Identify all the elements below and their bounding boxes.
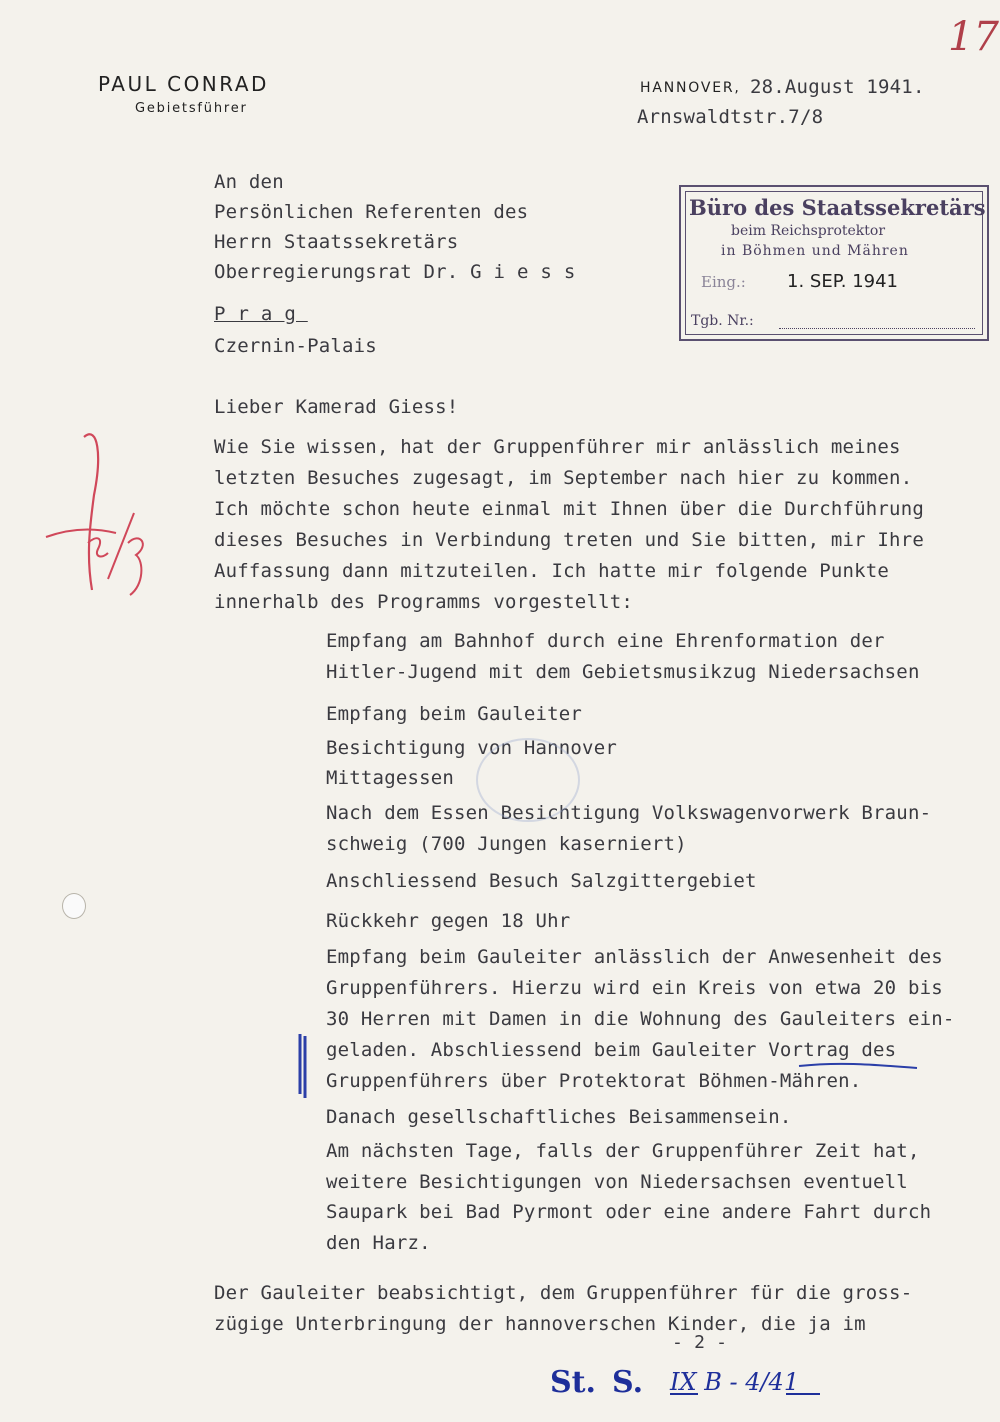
stamp-office: Büro des Staatssekretärs	[689, 195, 986, 220]
svg-text:St.: St.	[550, 1365, 596, 1400]
svg-text:S.: S.	[612, 1365, 644, 1400]
letter-date: 28.August 1941.	[750, 76, 925, 98]
program-item-line: Nach dem Essen Besichtigung Volkswagenvorwerk Braun-	[326, 802, 932, 824]
sender-address: Arnswaldtstr.7/8	[637, 106, 824, 128]
program-item-line: weitere Besichtigungen von Niedersachsen eventuell	[326, 1171, 908, 1193]
stamp-journal-line	[779, 328, 975, 329]
program-item-line: geladen. Abschliessend beim Gauleiter Vortrag des	[326, 1039, 897, 1061]
program-item-line: Empfang beim Gauleiter anlässlich der Anwesenheit des	[326, 946, 943, 968]
receipt-stamp	[679, 185, 989, 341]
body-line: Auffassung dann mitzuteilen. Ich hatte mir folgende Punkte	[214, 560, 890, 582]
program-item-line: den Harz.	[326, 1232, 431, 1254]
program-item-line: Mittagessen	[326, 767, 455, 789]
page-marker: - 2 -	[672, 1332, 728, 1353]
recipient-line-1: An den	[214, 171, 284, 193]
blue-file-reference-handwriting	[548, 1358, 848, 1404]
sender-name: PAUL CONRAD	[98, 72, 269, 96]
red-margin-initial-mark	[40, 425, 150, 600]
program-item-line: Empfang beim Gauleiter	[326, 703, 583, 725]
body-line: dieses Besuches in Verbindung treten und Sie bitten, mir Ihre	[214, 529, 924, 551]
program-item-line: Saupark bei Bad Pyrmont oder eine andere Fahrt durch	[326, 1201, 932, 1223]
program-item-line: schweig (700 Jungen kaserniert)	[326, 833, 687, 855]
handwritten-page-number: 17	[948, 14, 999, 60]
sender-title: Gebietsführer	[135, 101, 248, 116]
program-item-line: Gruppenführers. Hierzu wird ein Kreis von etwa 20 bis	[326, 977, 943, 999]
program-item-line: Besichtigung von Hannover	[326, 737, 617, 759]
body-line: Der Gauleiter beabsichtigt, dem Gruppenführer für die gross-	[214, 1282, 913, 1304]
recipient-city: Prag	[214, 303, 308, 325]
body-line: letzten Besuches zugesagt, im September nach hier zu kommen.	[214, 467, 913, 489]
letter-city: HANNOVER,	[640, 80, 741, 96]
recipient-line-2: Persönlichen Referenten des	[214, 201, 529, 223]
recipient-line-6: Czernin-Palais	[214, 335, 377, 357]
program-item-line: Gruppenführers über Protektorat Böhmen-Mähren.	[326, 1070, 862, 1092]
salutation: Lieber Kamerad Giess!	[214, 396, 459, 418]
program-item-line: Rückkehr gegen 18 Uhr	[326, 910, 571, 932]
body-line: innerhalb des Programms vorgestellt:	[214, 591, 634, 613]
program-item-line: Am nächsten Tage, falls der Gruppenführer Zeit hat,	[326, 1140, 920, 1162]
stamp-office-line-3: in Böhmen und Mähren	[721, 243, 909, 259]
punch-hole	[62, 893, 86, 919]
recipient-line-4	[214, 261, 587, 283]
program-item-line: Empfang am Bahnhof durch eine Ehrenformation der	[326, 630, 885, 652]
recipient-line-3: Herrn Staatssekretärs	[214, 231, 459, 253]
recipient-rank: Oberregierungsrat Dr.	[214, 261, 459, 283]
faint-seal	[476, 738, 580, 822]
stamp-received-label: Eing.:	[701, 273, 746, 291]
program-item-line: Danach gesellschaftliches Beisammensein.	[326, 1106, 792, 1128]
stamp-office-line-2: beim Reichsprotektor	[731, 223, 886, 239]
program-item-line: Anschliessend Besuch Salzgittergebiet	[326, 870, 757, 892]
svg-text:IX B - 4/41: IX B - 4/41	[670, 1368, 800, 1396]
program-item-line: Hitler-Jugend mit dem Gebietsmusikzug Niedersachsen	[326, 661, 920, 683]
blue-underline-vortrag	[797, 1060, 927, 1074]
recipient-surname: Giess	[470, 261, 588, 283]
body-line: Ich möchte schon heute einmal mit Ihnen über die Durchführung	[214, 498, 924, 520]
body-line: zügige Unterbringung der hannoverschen Kinder, die ja im	[214, 1313, 866, 1335]
stamp-journal-label: Tgb. Nr.:	[691, 313, 754, 329]
body-line: Wie Sie wissen, hat der Gruppenführer mir anlässlich meines	[214, 436, 901, 458]
stamp-received-date: 1. SEP. 1941	[787, 271, 898, 292]
blue-margin-bar	[294, 1032, 314, 1100]
program-item-line: 30 Herren mit Damen in die Wohnung des Gauleiters ein-	[326, 1008, 955, 1030]
